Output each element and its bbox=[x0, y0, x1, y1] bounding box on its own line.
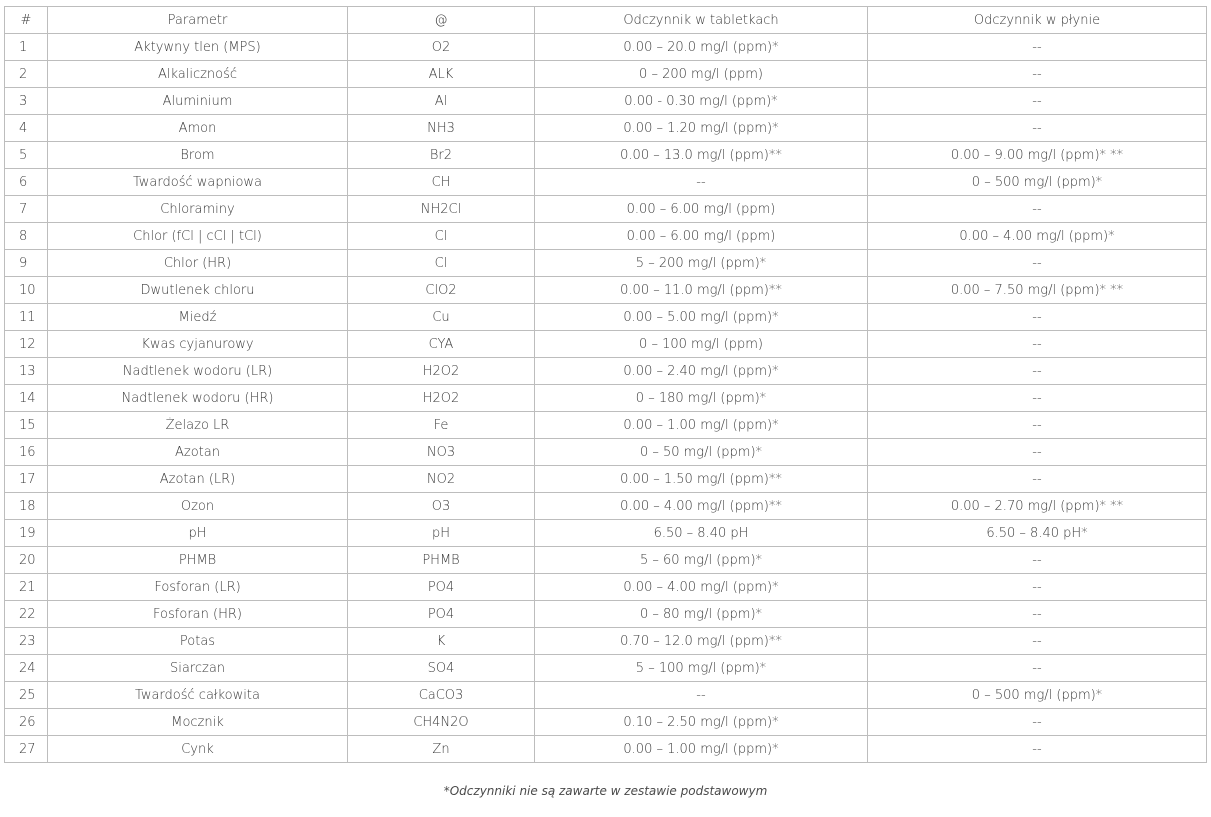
parameter-name: Twardość całkowita bbox=[48, 682, 348, 709]
parameter-symbol: ClO2 bbox=[348, 277, 535, 304]
parameter-symbol: CYA bbox=[348, 331, 535, 358]
row-number: 20 bbox=[5, 547, 48, 574]
tablet-range: 5 – 60 mg/l (ppm)* bbox=[535, 547, 868, 574]
table-row bbox=[5, 601, 1207, 628]
liquid-range: -- bbox=[868, 34, 1207, 61]
row-number: 17 bbox=[5, 466, 48, 493]
parameter-symbol: PHMB bbox=[348, 547, 535, 574]
liquid-range: -- bbox=[868, 331, 1207, 358]
parameter-name: Fosforan (HR) bbox=[48, 601, 348, 628]
row-number: 4 bbox=[5, 115, 48, 142]
parameter-name: Siarczan bbox=[48, 655, 348, 682]
tablet-range: 0.00 – 11.0 mg/l (ppm)** bbox=[535, 277, 868, 304]
table-row bbox=[5, 628, 1207, 655]
tablet-range: 0.00 – 5.00 mg/l (ppm)* bbox=[535, 304, 868, 331]
liquid-range: -- bbox=[868, 196, 1207, 223]
tablet-range: -- bbox=[535, 682, 868, 709]
row-number: 5 bbox=[5, 142, 48, 169]
liquid-range: -- bbox=[868, 115, 1207, 142]
tablet-range: -- bbox=[535, 169, 868, 196]
table-row bbox=[5, 385, 1207, 412]
liquid-range: -- bbox=[868, 736, 1207, 763]
table-row bbox=[5, 439, 1207, 466]
table-header bbox=[5, 7, 1207, 34]
parameter-symbol: O3 bbox=[348, 493, 535, 520]
header-row bbox=[5, 7, 1207, 34]
header-parameter: Parametr bbox=[48, 7, 348, 34]
tablet-range: 0.00 – 1.20 mg/l (ppm)* bbox=[535, 115, 868, 142]
liquid-range: -- bbox=[868, 439, 1207, 466]
parameter-symbol: Fe bbox=[348, 412, 535, 439]
row-number: 26 bbox=[5, 709, 48, 736]
parameter-name: Aktywny tlen (MPS) bbox=[48, 34, 348, 61]
table-row bbox=[5, 115, 1207, 142]
table-row bbox=[5, 709, 1207, 736]
table-row bbox=[5, 655, 1207, 682]
liquid-range: -- bbox=[868, 412, 1207, 439]
tablet-range: 0.00 – 6.00 mg/l (ppm) bbox=[535, 223, 868, 250]
parameter-symbol: Cl bbox=[348, 250, 535, 277]
parameter-name: Amon bbox=[48, 115, 348, 142]
row-number: 2 bbox=[5, 61, 48, 88]
row-number: 24 bbox=[5, 655, 48, 682]
parameter-symbol: CaCO3 bbox=[348, 682, 535, 709]
header-symbol: @ bbox=[348, 7, 535, 34]
row-number: 7 bbox=[5, 196, 48, 223]
parameter-symbol: Al bbox=[348, 88, 535, 115]
table-row bbox=[5, 547, 1207, 574]
parameter-symbol: NO3 bbox=[348, 439, 535, 466]
table-row bbox=[5, 520, 1207, 547]
liquid-range: -- bbox=[868, 61, 1207, 88]
tablet-range: 0 – 200 mg/l (ppm) bbox=[535, 61, 868, 88]
table-row bbox=[5, 574, 1207, 601]
parameter-name: PHMB bbox=[48, 547, 348, 574]
row-number: 9 bbox=[5, 250, 48, 277]
parameter-symbol: Cl bbox=[348, 223, 535, 250]
table-row bbox=[5, 88, 1207, 115]
tablet-range: 0 – 50 mg/l (ppm)* bbox=[535, 439, 868, 466]
parameter-name: pH bbox=[48, 520, 348, 547]
parameter-name: Nadtlenek wodoru (LR) bbox=[48, 358, 348, 385]
table-row bbox=[5, 34, 1207, 61]
parameter-name: Brom bbox=[48, 142, 348, 169]
parameters-table bbox=[4, 6, 1207, 763]
liquid-range: -- bbox=[868, 709, 1207, 736]
tablet-range: 0.00 – 20.0 mg/l (ppm)* bbox=[535, 34, 868, 61]
tablet-range: 0.00 – 4.00 mg/l (ppm)** bbox=[535, 493, 868, 520]
parameter-name: Nadtlenek wodoru (HR) bbox=[48, 385, 348, 412]
row-number: 22 bbox=[5, 601, 48, 628]
parameter-name: Kwas cyjanurowy bbox=[48, 331, 348, 358]
tablet-range: 0.00 – 1.50 mg/l (ppm)** bbox=[535, 466, 868, 493]
row-number: 23 bbox=[5, 628, 48, 655]
tablet-range: 0.00 – 2.40 mg/l (ppm)* bbox=[535, 358, 868, 385]
parameter-symbol: H2O2 bbox=[348, 358, 535, 385]
parameter-name: Azotan bbox=[48, 439, 348, 466]
table-row bbox=[5, 682, 1207, 709]
parameter-name: Potas bbox=[48, 628, 348, 655]
row-number: 18 bbox=[5, 493, 48, 520]
parameter-symbol: CH4N2O bbox=[348, 709, 535, 736]
liquid-range: -- bbox=[868, 358, 1207, 385]
parameter-name: Chlor (HR) bbox=[48, 250, 348, 277]
parameter-name: Żelazo LR bbox=[48, 412, 348, 439]
header-number: # bbox=[5, 7, 48, 34]
liquid-range: -- bbox=[868, 601, 1207, 628]
tablet-range: 5 – 100 mg/l (ppm)* bbox=[535, 655, 868, 682]
table-row bbox=[5, 142, 1207, 169]
tablet-range: 0.00 – 13.0 mg/l (ppm)** bbox=[535, 142, 868, 169]
liquid-range: -- bbox=[868, 547, 1207, 574]
parameter-symbol: Cu bbox=[348, 304, 535, 331]
table-row bbox=[5, 250, 1207, 277]
parameter-name: Fosforan (LR) bbox=[48, 574, 348, 601]
row-number: 13 bbox=[5, 358, 48, 385]
parameter-name: Chloraminy bbox=[48, 196, 348, 223]
parameter-name: Aluminium bbox=[48, 88, 348, 115]
parameter-symbol: Zn bbox=[348, 736, 535, 763]
liquid-range: -- bbox=[868, 88, 1207, 115]
liquid-range: 0 – 500 mg/l (ppm)* bbox=[868, 682, 1207, 709]
tablet-range: 0.70 – 12.0 mg/l (ppm)** bbox=[535, 628, 868, 655]
liquid-range: -- bbox=[868, 574, 1207, 601]
parameter-name: Chlor (fCl | cCl | tCl) bbox=[48, 223, 348, 250]
row-number: 10 bbox=[5, 277, 48, 304]
parameter-symbol: SO4 bbox=[348, 655, 535, 682]
row-number: 19 bbox=[5, 520, 48, 547]
table-row bbox=[5, 466, 1207, 493]
tablet-range: 0.00 – 1.00 mg/l (ppm)* bbox=[535, 412, 868, 439]
footnote: *Odczynniki nie są zawarte w zestawie podstawowym bbox=[443, 784, 768, 798]
parameter-symbol: H2O2 bbox=[348, 385, 535, 412]
row-number: 1 bbox=[5, 34, 48, 61]
parameter-name: Azotan (LR) bbox=[48, 466, 348, 493]
parameter-symbol: NO2 bbox=[348, 466, 535, 493]
parameter-name: Mocznik bbox=[48, 709, 348, 736]
parameter-symbol: O2 bbox=[348, 34, 535, 61]
liquid-range: 0.00 – 4.00 mg/l (ppm)* bbox=[868, 223, 1207, 250]
tablet-range: 0 – 100 mg/l (ppm) bbox=[535, 331, 868, 358]
table-row bbox=[5, 169, 1207, 196]
tablet-range: 0.00 – 4.00 mg/l (ppm)* bbox=[535, 574, 868, 601]
tablet-range: 0.10 – 2.50 mg/l (ppm)* bbox=[535, 709, 868, 736]
table-body bbox=[5, 34, 1207, 763]
row-number: 27 bbox=[5, 736, 48, 763]
liquid-range: -- bbox=[868, 250, 1207, 277]
table-row bbox=[5, 493, 1207, 520]
row-number: 8 bbox=[5, 223, 48, 250]
parameter-symbol: Br2 bbox=[348, 142, 535, 169]
row-number: 25 bbox=[5, 682, 48, 709]
row-number: 12 bbox=[5, 331, 48, 358]
tablet-range: 0.00 - 0.30 mg/l (ppm)* bbox=[535, 88, 868, 115]
parameter-symbol: PO4 bbox=[348, 601, 535, 628]
liquid-range: -- bbox=[868, 385, 1207, 412]
row-number: 3 bbox=[5, 88, 48, 115]
parameter-symbol: K bbox=[348, 628, 535, 655]
parameter-symbol: CH bbox=[348, 169, 535, 196]
parameter-symbol: ALK bbox=[348, 61, 535, 88]
parameter-name: Twardość wapniowa bbox=[48, 169, 348, 196]
liquid-range: -- bbox=[868, 304, 1207, 331]
tablet-range: 6.50 – 8.40 pH bbox=[535, 520, 868, 547]
tablet-range: 0.00 – 6.00 mg/l (ppm) bbox=[535, 196, 868, 223]
row-number: 6 bbox=[5, 169, 48, 196]
row-number: 21 bbox=[5, 574, 48, 601]
parameter-name: Alkaliczność bbox=[48, 61, 348, 88]
parameter-symbol: PO4 bbox=[348, 574, 535, 601]
parameter-symbol: NH3 bbox=[348, 115, 535, 142]
liquid-range: 0.00 – 9.00 mg/l (ppm)* ** bbox=[868, 142, 1207, 169]
tablet-range: 0 – 180 mg/l (ppm)* bbox=[535, 385, 868, 412]
liquid-range: 0 – 500 mg/l (ppm)* bbox=[868, 169, 1207, 196]
table-row bbox=[5, 304, 1207, 331]
tablet-range: 5 – 200 mg/l (ppm)* bbox=[535, 250, 868, 277]
liquid-range: 6.50 – 8.40 pH* bbox=[868, 520, 1207, 547]
parameter-name: Miedź bbox=[48, 304, 348, 331]
parameter-name: Ozon bbox=[48, 493, 348, 520]
table-row bbox=[5, 412, 1207, 439]
parameter-symbol: NH2Cl bbox=[348, 196, 535, 223]
parameter-name: Cynk bbox=[48, 736, 348, 763]
liquid-range: 0.00 – 2.70 mg/l (ppm)* ** bbox=[868, 493, 1207, 520]
row-number: 16 bbox=[5, 439, 48, 466]
tablet-range: 0 – 80 mg/l (ppm)* bbox=[535, 601, 868, 628]
liquid-range: 0.00 – 7.50 mg/l (ppm)* ** bbox=[868, 277, 1207, 304]
liquid-range: -- bbox=[868, 628, 1207, 655]
table-row bbox=[5, 331, 1207, 358]
parameter-name: Dwutlenek chloru bbox=[48, 277, 348, 304]
parameter-symbol: pH bbox=[348, 520, 535, 547]
table-row bbox=[5, 736, 1207, 763]
header-liquid-reagent: Odczynnik w płynie bbox=[868, 7, 1207, 34]
table-row bbox=[5, 223, 1207, 250]
table-row bbox=[5, 196, 1207, 223]
header-tablet-reagent: Odczynnik w tabletkach bbox=[535, 7, 868, 34]
row-number: 11 bbox=[5, 304, 48, 331]
liquid-range: -- bbox=[868, 466, 1207, 493]
table-row bbox=[5, 358, 1207, 385]
tablet-range: 0.00 – 1.00 mg/l (ppm)* bbox=[535, 736, 868, 763]
table-row bbox=[5, 61, 1207, 88]
liquid-range: -- bbox=[868, 655, 1207, 682]
table-row bbox=[5, 277, 1207, 304]
row-number: 15 bbox=[5, 412, 48, 439]
row-number: 14 bbox=[5, 385, 48, 412]
